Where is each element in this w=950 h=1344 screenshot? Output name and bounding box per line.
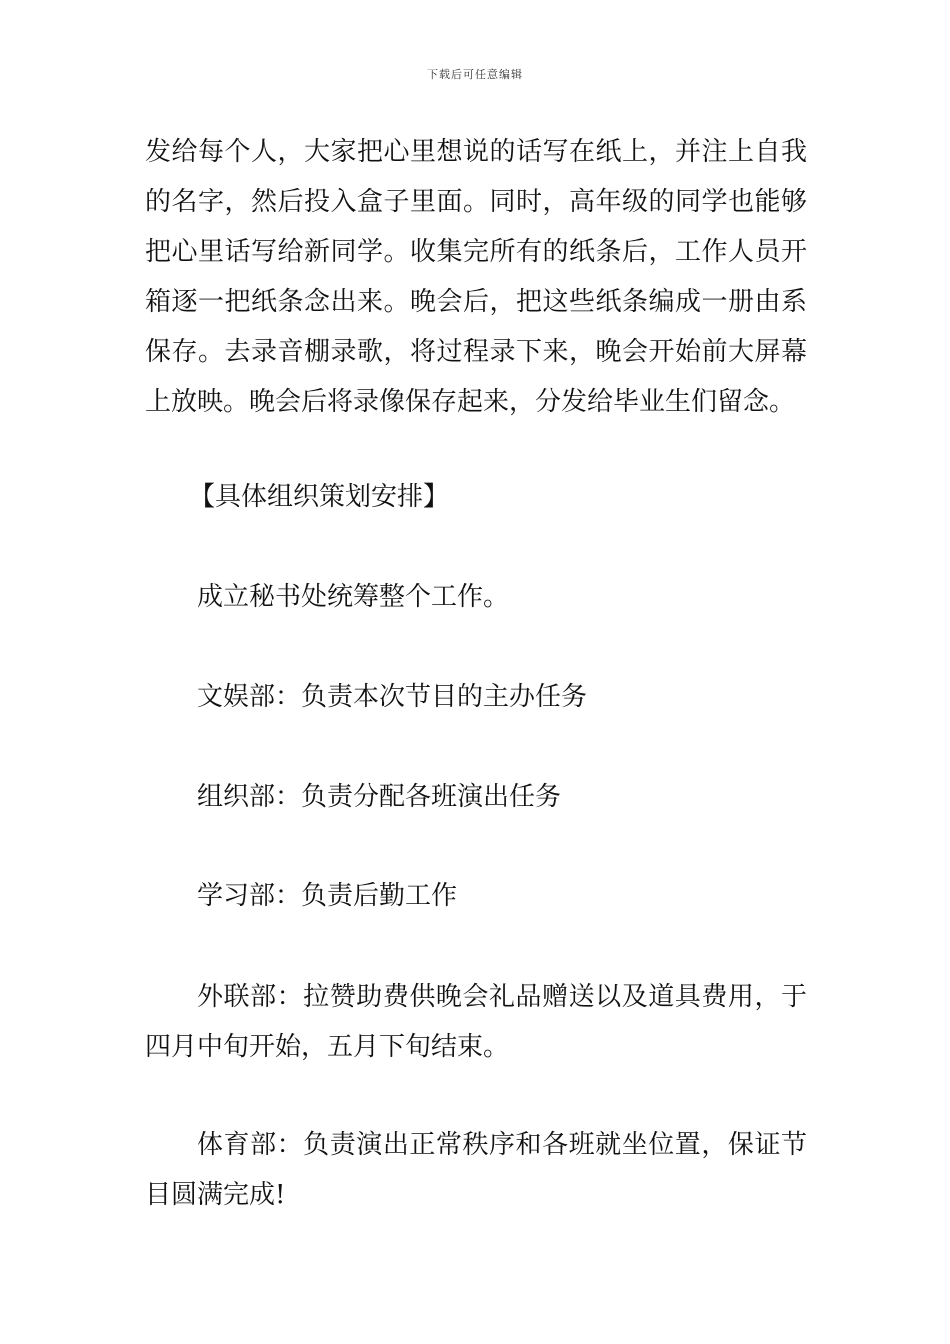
paragraph-organization-dept: 组织部：负责分配各班演出任务: [197, 782, 562, 812]
paragraph-secretariat: 成立秘书处统筹整个工作。: [197, 582, 510, 612]
paragraph-external-relations-dept: 外联部：拉赞助费供晚会礼品赠送以及道具费用，于四月中旬开始，五月下旬结束。: [145, 982, 807, 1062]
paragraph-entertainment-dept: 文娱部：负责本次节目的主办任务: [197, 682, 588, 712]
paragraph-sports-dept: 体育部：负责演出正常秩序和各班就坐位置，保证节目圆满完成!: [145, 1130, 807, 1210]
page-header-note: 下载后可任意编辑: [427, 68, 523, 81]
section-heading: 【具体组织策划安排】: [189, 482, 450, 512]
intro-paragraph: 发给每个人，大家把心里想说的话写在纸上，并注上自我的名字，然后投入盒子里面。同时，高年级的同学也能够把心里话写给新同学。收集完所有的纸条后，工作人员开箱逐一把纸条念出来。晚会后，把这些纸条编成一册由系保存。去录音棚录歌，将过程录下来，晚会开始前大屏幕上放映。晚会后将录像保存起来，分发给毕业生们留念。: [145, 137, 807, 417]
paragraph-study-dept: 学习部：负责后勤工作: [197, 881, 458, 911]
